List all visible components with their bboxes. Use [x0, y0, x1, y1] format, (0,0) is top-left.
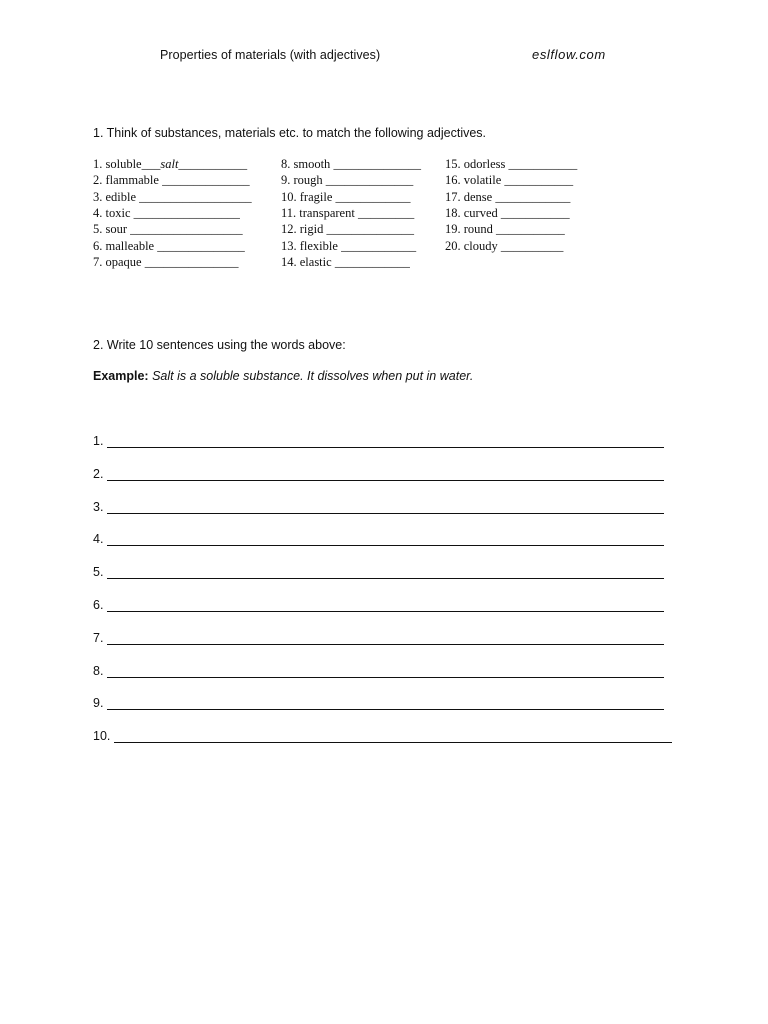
- sentence-number: 2.: [93, 466, 104, 481]
- item-number: 18.: [445, 205, 464, 220]
- item-number: 1.: [93, 157, 103, 171]
- sentence-number: 9.: [93, 696, 104, 711]
- writing-rule[interactable]: [114, 730, 672, 743]
- adjective-word: curved: [463, 205, 498, 220]
- answer-blank: _________: [354, 205, 415, 220]
- adjective-word: sour: [105, 222, 128, 237]
- answer-blank: ___________: [501, 173, 574, 188]
- writing-rule[interactable]: [107, 566, 664, 579]
- item-number: 6.: [93, 238, 103, 253]
- answer-blank: ______________: [323, 222, 414, 237]
- item-number: 11.: [281, 205, 297, 220]
- answer-blank: _______________: [141, 254, 239, 269]
- adjective-item: [281, 254, 410, 270]
- adjective-word: cloudy: [463, 238, 498, 253]
- adjective-word: flexible: [299, 238, 338, 253]
- adjective-item: [93, 205, 240, 221]
- example-label: Example:: [93, 369, 149, 383]
- adjective-word: transparent: [299, 205, 355, 220]
- adjective-item: [93, 221, 243, 237]
- answer-blank: _________________: [130, 205, 240, 220]
- adjective-item: [93, 156, 247, 172]
- answer-blank: ______________: [154, 238, 245, 253]
- adjective-item: [445, 189, 570, 205]
- adjective-item: [445, 238, 563, 254]
- item-number: 19.: [445, 222, 461, 237]
- adjective-word: opaque: [105, 254, 142, 269]
- adjective-word: round: [463, 222, 493, 237]
- sentence-line: [93, 631, 664, 645]
- adjective-word: toxic: [105, 205, 131, 220]
- example-text: Salt is a soluble substance. It dissolves when put in water.: [152, 369, 474, 383]
- answer-blank: ____________: [337, 238, 417, 253]
- answer-blank: __________________: [136, 189, 252, 204]
- item-number: 12.: [281, 222, 297, 237]
- section-2-heading: 2. Write 10 sentences using the words above:: [93, 338, 346, 352]
- answer-blank: ___: [141, 157, 161, 171]
- adjective-word: smooth: [293, 157, 331, 171]
- adjective-word: rigid: [299, 222, 324, 237]
- writing-rule[interactable]: [107, 435, 664, 448]
- answer-blank: ______________: [330, 157, 421, 171]
- sentence-line: [93, 664, 664, 678]
- answer-blank: ____________: [331, 254, 410, 269]
- adjective-item: [93, 172, 250, 188]
- adjective-word: malleable: [105, 238, 155, 253]
- item-number: 20.: [445, 238, 464, 253]
- answer-blank: ___________: [178, 157, 248, 171]
- sentence-number: 10.: [93, 729, 111, 744]
- item-number: 9.: [281, 173, 291, 188]
- adjective-item: [93, 254, 238, 270]
- item-number: 13.: [281, 238, 297, 253]
- sentence-line: [93, 500, 664, 514]
- adjective-item: [93, 238, 245, 254]
- sentence-number: 8.: [93, 663, 104, 678]
- item-number: 8.: [281, 157, 291, 171]
- section-1-heading: 1. Think of substances, materials etc. to match the following adjectives.: [93, 126, 487, 140]
- sentence-number: 4.: [93, 532, 104, 547]
- adjective-item: [281, 156, 421, 172]
- writing-rule[interactable]: [107, 533, 664, 546]
- adjective-word: soluble: [105, 157, 142, 171]
- answer-blank: ______________: [322, 173, 414, 188]
- sentence-number: 1.: [93, 434, 104, 448]
- sentence-number: 7.: [93, 630, 104, 645]
- item-number: 7.: [93, 254, 103, 269]
- sentence-line: [93, 729, 672, 743]
- worksheet-title: Properties of materials (with adjectives): [160, 48, 381, 62]
- adjective-item: [445, 205, 570, 221]
- adjective-item: [281, 205, 414, 221]
- answer-blank: __________________: [127, 222, 243, 237]
- sentence-line: [93, 532, 664, 546]
- answer-blank: ____________: [332, 189, 411, 204]
- answer-blank: ___________: [497, 205, 570, 220]
- sentence-line: [93, 434, 664, 448]
- item-number: 17.: [445, 189, 461, 204]
- item-number: 2.: [93, 173, 103, 188]
- adjective-item: [281, 189, 411, 205]
- site-name: eslflow.com: [532, 47, 606, 62]
- writing-rule[interactable]: [107, 599, 664, 612]
- item-number: 10.: [281, 189, 297, 204]
- item-number: 14.: [281, 254, 297, 269]
- adjective-word: edible: [105, 189, 137, 204]
- adjective-word: volatile: [463, 173, 502, 188]
- writing-rule[interactable]: [107, 468, 664, 481]
- adjective-word: flammable: [105, 173, 159, 188]
- sentence-line: [93, 598, 664, 612]
- writing-rule[interactable]: [107, 632, 664, 645]
- item-number: 16.: [445, 173, 461, 188]
- writing-rule[interactable]: [107, 665, 664, 678]
- sentence-line: [93, 467, 664, 481]
- adjective-item: [445, 172, 573, 188]
- writing-rule[interactable]: [107, 501, 664, 514]
- adjective-word: rough: [293, 173, 323, 188]
- adjective-item: [445, 156, 577, 172]
- example-sentence: [93, 369, 473, 383]
- answer-blank: ___________: [492, 222, 565, 237]
- sentence-number: 6.: [93, 598, 104, 612]
- adjective-word: dense: [463, 189, 493, 204]
- adjective-item: [93, 189, 252, 205]
- answer-blank: ______________: [158, 173, 250, 188]
- adjective-item: [281, 172, 413, 188]
- item-number: 4.: [93, 205, 106, 220]
- adjective-word: fragile: [299, 189, 333, 204]
- item-number: 3.: [93, 189, 103, 204]
- adjective-item: [281, 238, 416, 254]
- item-number: 15.: [445, 157, 461, 171]
- sentence-number: 5.: [93, 565, 104, 580]
- item-number: 5.: [93, 222, 103, 237]
- sentence-number: 3.: [93, 499, 104, 514]
- example-answer: salt: [160, 157, 179, 171]
- adjective-word: elastic: [299, 254, 332, 269]
- adjective-word: odorless: [463, 157, 506, 171]
- answer-blank: ____________: [492, 189, 571, 204]
- sentence-line: [93, 696, 664, 710]
- answer-blank: ___________: [505, 157, 578, 171]
- adjective-item: [445, 221, 565, 237]
- writing-rule[interactable]: [107, 697, 664, 710]
- adjective-item: [281, 221, 414, 237]
- answer-blank: __________: [497, 238, 564, 253]
- sentence-line: [93, 565, 664, 579]
